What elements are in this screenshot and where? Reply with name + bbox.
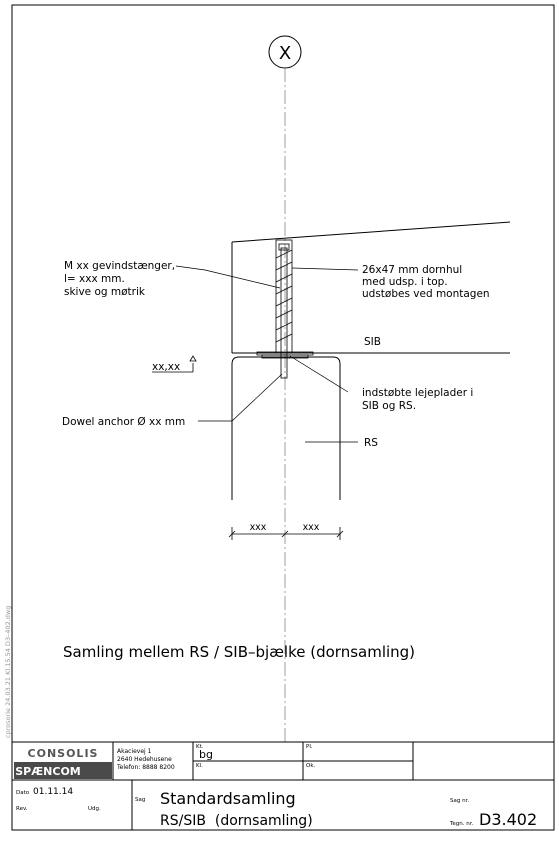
date-label: Dato (16, 790, 30, 796)
nut-top (279, 244, 289, 250)
date-value: 01.11.14 (33, 787, 74, 797)
kt-value: bg (199, 748, 213, 761)
thread-rod-note: M xx gevindstænger, l= xxx mm. skive og møtrik (64, 260, 176, 298)
dim-left-label: xxx (249, 522, 267, 533)
sib-label: SIB (364, 336, 381, 348)
kl-label: Kl. (196, 763, 203, 769)
tegn-nr-label: Tegn. nr. (450, 821, 474, 827)
dowel-anchor-note: Dowel anchor Ø xx mm (62, 416, 186, 428)
kt-label: Kt. (196, 744, 204, 750)
drawing-caption: Samling mellem RS / SIB–bjælke (dornsamling) (63, 643, 416, 661)
udg-label: Udg. (88, 806, 101, 812)
file-stamp: cprosorie 24.03.21 Kl.15.54 D3–402.dwg (4, 605, 12, 738)
bearing-plate-note: indstøbte lejeplader i SIB og RS. (362, 387, 474, 412)
title-line-1: Standardsamling (160, 789, 296, 808)
rev-label: Rev. (16, 806, 28, 812)
level-label: xx,xx (152, 361, 181, 373)
company-address: Akacievej 1 2640 Hedehusene Telefon: 8888 8200 (117, 748, 175, 771)
axis-label: X (278, 43, 292, 64)
sag-label: Sag (135, 797, 146, 803)
pl-label: Pl. (306, 744, 313, 750)
title-line-2: RS/SIB (dornsamling) (160, 813, 313, 829)
sag-nr-label: Sag nr. (450, 798, 470, 804)
dowel-hole-note: 26x47 mm dornhul med udsp. i top. udstøbes ved montagen (362, 264, 490, 300)
dowel-hole-hatch (276, 250, 292, 342)
dim-right-label: xxx (302, 522, 320, 533)
sib-top-edge (232, 222, 510, 242)
logo-consolis: CONSOLIS (27, 747, 99, 760)
leader-lines (176, 266, 358, 442)
ok-label: Ok. (306, 763, 316, 769)
dimension-line (229, 527, 343, 540)
rs-label: RS (364, 437, 378, 449)
drawing-number: D3.402 (479, 810, 538, 829)
logo-spaencom: SPÆNCOM (15, 765, 81, 778)
rs-column (232, 357, 340, 500)
